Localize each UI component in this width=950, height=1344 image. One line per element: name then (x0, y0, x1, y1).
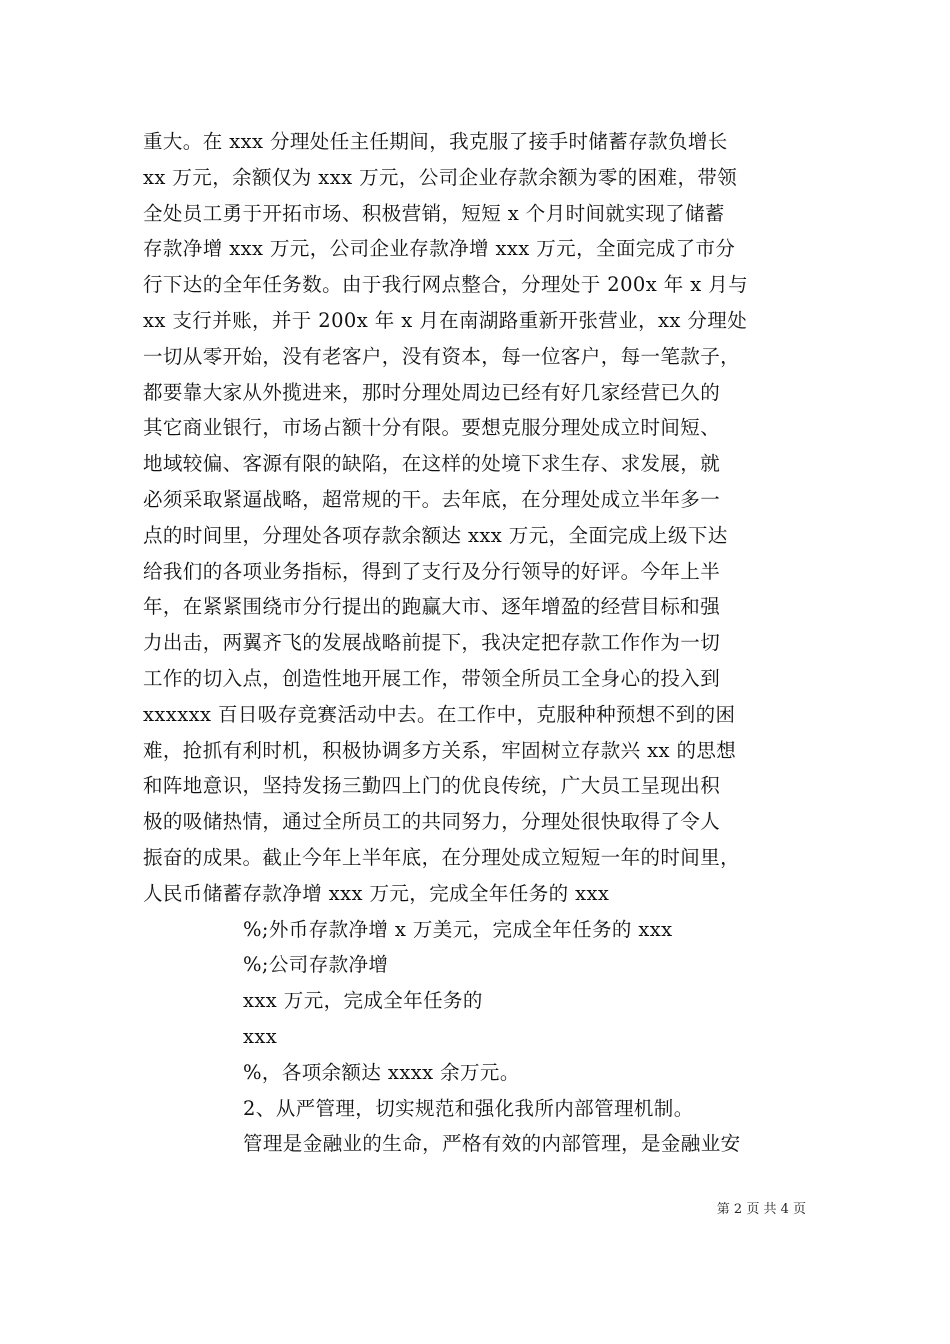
paragraph-line: 存款净增 xxx 万元，公司企业存款净增 xxx 万元，全面完成了市分 (143, 237, 736, 261)
paragraph-line: xx 万元，余额仅为 xxx 万元，公司企业存款余额为零的困难，带领 (143, 165, 738, 189)
paragraph-line: 和阵地意识，坚持发扬三勤四上门的优良传统，广大员工呈现出积 (143, 774, 721, 798)
paragraph-line: 点的时间里，分理处各项存款余额达 xxx 万元，全面完成上级下达 (143, 523, 728, 547)
paragraph-line: 力出击，两翼齐飞的发展战略前提下，我决定把存款工作作为一切 (143, 631, 721, 655)
document-body (143, 124, 823, 1162)
indented-line: xxx 万元，完成全年任务的 (243, 989, 483, 1013)
paragraph-line: 工作的切入点，创造性地开展工作，带领全所员工全身心的投入到 (143, 666, 721, 690)
paragraph-line: 极的吸储热情，通过全所员工的共同努力，分理处很快取得了令人 (143, 810, 721, 834)
paragraph-line: 给我们的各项业务指标，得到了支行及分行领导的好评。今年上半 (143, 559, 721, 583)
indented-line: %;公司存款净增 (243, 953, 389, 977)
paragraph-line: 难，抢抓有利时机，积极协调多方关系，牢固树立存款兴 xx 的思想 (143, 738, 737, 762)
paragraph-line: 其它商业银行，市场占额十分有限。要想克服分理处成立时间短、 (143, 416, 721, 440)
paragraph-line: 行下达的全年任务数。由于我行网点整合，分理处于 200x 年 x 月与 (143, 273, 749, 297)
paragraph-line: 人民币储蓄存款净增 xxx 万元，完成全年任务的 xxx (143, 881, 610, 905)
section-heading: 2、从严管理，切实规范和强化我所内部管理机制。 (243, 1096, 694, 1120)
indented-line: %;外币存款净增 x 万美元，完成全年任务的 xxx (243, 917, 673, 941)
paragraph-line: 地域较偏、客源有限的缺陷，在这样的处境下求生存、求发展，就 (143, 452, 721, 476)
paragraph-line: 都要靠大家从外揽进来，那时分理处周边已经有好几家经营已久的 (143, 380, 721, 404)
paragraph-line: xx 支行并账，并于 200x 年 x 月在南湖路重新开张营业，xx 分理处 (143, 308, 748, 332)
paragraph-line: 必须采取紧逼战略，超常规的干。去年底，在分理处成立半年多一 (143, 487, 721, 511)
indented-line: %，各项余额达 xxxx 余万元。 (243, 1060, 520, 1084)
paragraph-line: 年，在紧紧围绕市分行提出的跑赢大市、逐年增盈的经营目标和强 (143, 595, 721, 619)
indented-line: xxx (243, 1024, 278, 1048)
indented-line: 管理是金融业的生命，严格有效的内部管理，是金融业安 (243, 1132, 741, 1156)
paragraph-line: 振奋的成果。截止今年上半年底，在分理处成立短短一年的时间里， (143, 845, 741, 869)
paragraph-line: 一切从零开始，没有老客户，没有资本，每一位客户，每一笔款子， (143, 344, 741, 368)
page-number-footer: 第 2 页 共 4 页 (716, 1202, 806, 1217)
paragraph-line: 重大。在 xxx 分理处任主任期间，我克服了接手时储蓄存款负增长 (143, 130, 728, 153)
paragraph-line: 全处员工勇于开拓市场、积极营销，短短 x 个月时间就实现了储蓄 (143, 201, 725, 225)
paragraph-line: xxxxxx 百日吸存竞赛活动中去。在工作中，克服种种预想不到的困 (143, 702, 736, 726)
